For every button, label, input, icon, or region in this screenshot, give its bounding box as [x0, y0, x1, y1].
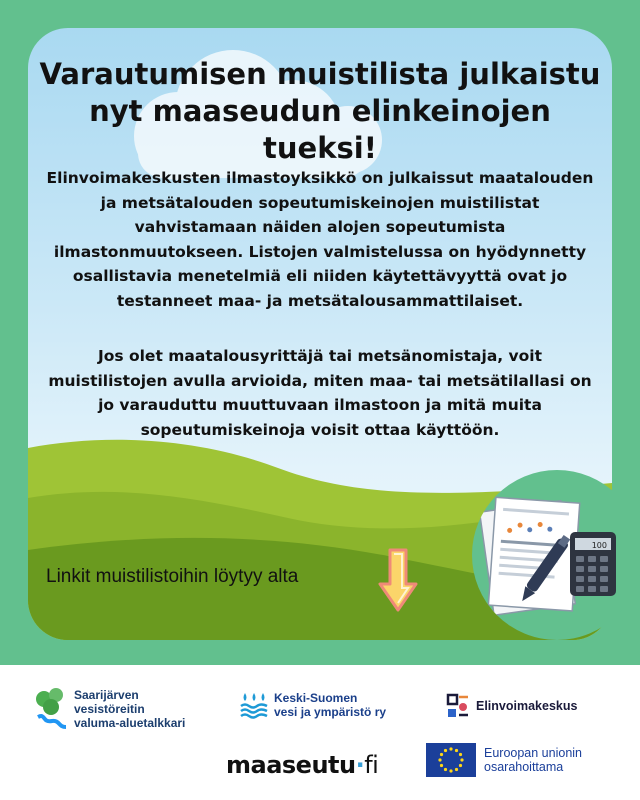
saarijarvi-line-3: valuma-aluetalkkari	[74, 716, 186, 730]
sponsor-footer	[0, 665, 640, 800]
saarijarvi-line-1: Saarijärven	[74, 688, 139, 702]
logo-elinvoimakeskus	[446, 693, 577, 719]
logo-keski-suomen	[240, 691, 386, 719]
body-paragraph-1: Elinvoimakeskusten ilmastoyksikkö on julkaissut maatalouden ja metsätalouden sopeutumiskeinojen muistilistat vahvistamaan näiden alojen sopeutumista ilmastonmuutokseen. Listojen valmistelussa on hyödynnetty osallistavia menetelmiä eli niiden käytettävyyttä ovat jo testanneet maa- ja metsätalousammattilaiset.	[46, 169, 594, 310]
eu-line-1: Euroopan unionin	[484, 746, 582, 760]
elinvoimakeskus-emblem-icon	[446, 693, 470, 719]
maaseutu-tld: fi	[364, 751, 379, 779]
illustration-bubble	[472, 470, 640, 640]
water-waves-icon	[240, 691, 268, 719]
links-below-text: Linkit muistilistoihin löytyy alta	[46, 566, 299, 587]
headline-line-1: Varautumisen muistilista julkaistu	[39, 57, 601, 91]
maaseutu-name: maaseutu	[226, 751, 356, 779]
calculator-display: 100	[591, 541, 607, 550]
eu-line-2: osarahoittama	[484, 760, 564, 774]
eu-flag-icon	[426, 743, 476, 777]
logo-maaseutu	[226, 751, 378, 779]
calculator-icon	[472, 470, 640, 640]
down-arrow-icon	[378, 548, 418, 612]
headline-line-2: nyt maaseudun elinkeinojen tueksi!	[89, 94, 551, 165]
elinvoimakeskus-name: Elinvoimakeskus	[476, 699, 578, 713]
saarijarvi-line-2: vesistöreitin	[74, 702, 145, 716]
logo-saarijarvi	[34, 687, 185, 731]
body-paragraph-2: Jos olet maatalousyrittäjä tai metsänomistaja, voit muistilistojen avulla arvioida, miten maa- tai metsätilallasi on jo varauduttu muuttuvaan ilmastoon ja mitä muita sopeutumiskeinoja voisit ottaa käyttöön.	[48, 347, 592, 439]
maaseutu-dot: ·	[355, 751, 365, 779]
tree-river-icon	[34, 687, 68, 731]
logo-eu	[426, 743, 582, 777]
keski-suomen-line-2: vesi ja ympäristö ry	[274, 705, 387, 719]
keski-suomen-line-1: Keski-Suomen	[274, 691, 358, 705]
